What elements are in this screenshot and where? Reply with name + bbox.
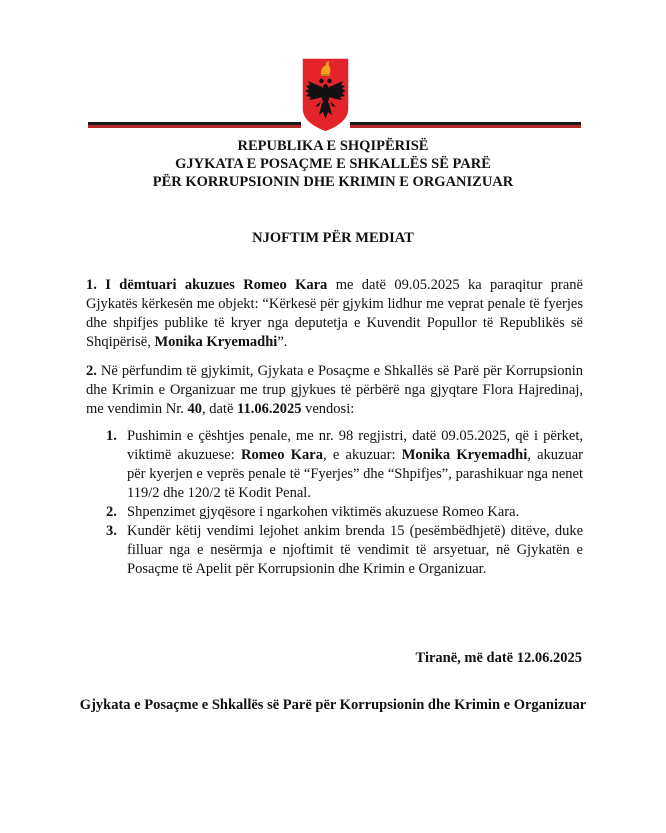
list-item (106, 503, 583, 522)
paragraph-2-text-end: vendosi: (301, 401, 355, 417)
accused-name: Monika Kryemadhi (401, 447, 528, 463)
paragraph-2-number: 2. (86, 363, 97, 379)
place-and-date: Tiranë, më datë 12.06.2025 (415, 650, 582, 666)
list-item-number: 2. (106, 504, 117, 520)
decision-date: 11.06.2025 (237, 401, 302, 417)
paragraph-2-text: Në përfundim të gjykimit, Gjykata e Posaçme e Shkallës së Parë për Korrupsionin dhe Krimin e Organizuar me trup gjykues të përbërë nga gjyqtare Flora Hajredinaj, me vendimin Nr. (86, 363, 583, 417)
header-line-court: GJYKATA E POSAÇME E SHKALLËS SË PARË (175, 156, 491, 172)
decisions-list (106, 427, 583, 579)
paragraph-1-number: 1. (86, 277, 97, 293)
paragraph-1-bold-name: Monika Kryemadhi (154, 334, 278, 350)
decision-number: 40 (187, 401, 202, 417)
list-item-text: Kundër këtij vendimi lejohet ankim brenda 15 (pesëmbëdhjetë) ditëve, duke filluar nga e nesërmja e njoftimit të vendimit të arsyetuar, në Gjykatën e Posaçme të Apelit për Korrupsionin dhe Krimin e Organizuar. (127, 523, 583, 577)
list-item (106, 427, 583, 503)
header-rule-right (350, 122, 581, 128)
albanian-emblem-icon (300, 57, 351, 133)
list-item-text: , e akuzuar: (322, 447, 402, 463)
paragraph-2-text-mid: , datë (202, 401, 238, 417)
header-line-republic: REPUBLIKA E SHQIPËRISË (237, 138, 429, 154)
list-item-number: 1. (106, 428, 117, 444)
list-item-text: Pushimin e çështjes penale, me nr. 98 regjistri, datë 09.05.2025, që i përket, viktimë akuzuese: (127, 428, 583, 463)
paragraph-1-text: me datë 09.05.2025 ka paraqitur pranë Gjykatës kërkesën me objekt: “Kërkesë për gjykim lidhur me veprat penale të fyerjes dhe shpifjes publike të kryer nga deputetja e Kuvendit Popullor të Republikës së Shqipërisë, (86, 277, 583, 350)
header-line-jurisdiction: PËR KORRUPSIONIN DHE KRIMIN E ORGANIZUAR (152, 174, 514, 190)
page-title: NJOFTIM PËR MEDIAT (252, 230, 414, 246)
paragraph-1 (86, 276, 583, 352)
list-item-text: Shpenzimet gjyqësore i ngarkohen viktimës akuzuese Romeo Kara. (127, 504, 520, 520)
list-item-number: 3. (106, 523, 117, 539)
list-item-text: , akuzuar për kyerjen e veprës penale të “Fyerjes” dhe “Shpifjes”, parashikuar nga nenet 119/2 dhe 120/2 të Kodit Penal. (127, 447, 584, 501)
victim-name: Romeo Kara (241, 447, 323, 463)
paragraph-2 (86, 362, 583, 419)
header-block (0, 137, 666, 191)
list-item (106, 522, 583, 579)
paragraph-1-text-end: ”. (277, 334, 288, 350)
paragraph-1-bold-subject: I dëmtuari akuzues Romeo Kara (105, 277, 328, 293)
header-rule-left (88, 122, 301, 128)
footer-court-name: Gjykata e Posaçme e Shkallës së Parë për Korrupsionin dhe Krimin e Organizuar (79, 697, 587, 713)
